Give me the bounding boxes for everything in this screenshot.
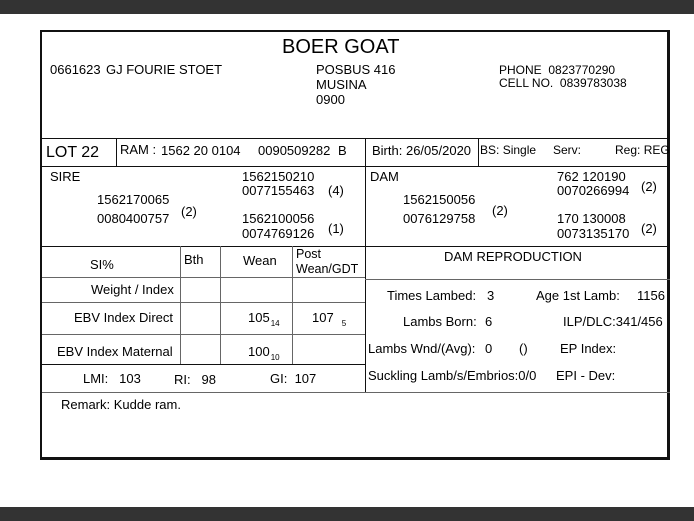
birth-status-row xyxy=(480,143,536,157)
times-lambed-label: Times Lambed: xyxy=(387,288,477,303)
suckling-row xyxy=(368,369,536,383)
si-table-row-line-2 xyxy=(42,334,365,335)
cell-number: 0839783038 xyxy=(559,76,627,90)
ebv-maternal-row-label: EBV Index Maternal xyxy=(57,344,173,359)
bottom-bar xyxy=(0,507,694,521)
age-first-lamb-value: 1156 xyxy=(637,288,665,303)
si-table-header-line xyxy=(42,277,365,278)
wean-col-header: Wean xyxy=(243,253,277,268)
ebv-direct-wean-accuracy: 14 xyxy=(270,319,280,328)
sire-dam-count: (1) xyxy=(328,221,344,236)
gi-label: GI: xyxy=(270,371,288,386)
si-col-line-1 xyxy=(180,246,181,364)
ram-label: RAM : xyxy=(120,142,157,157)
card-title: BOER GOAT xyxy=(282,36,400,58)
si-col-header: SI% xyxy=(90,257,114,272)
bs-divider xyxy=(478,138,479,166)
post-col-header-line-1: Post xyxy=(296,247,322,261)
dam-dam-registration: 0073135170 xyxy=(557,226,630,241)
dam-sire-count: (2) xyxy=(641,179,657,194)
dam-sire-id: 762 120190 xyxy=(557,169,626,184)
remark-text: Kudde ram. xyxy=(113,397,181,412)
breeder-name: GJ FOURIE STOET xyxy=(106,62,223,77)
si-table-row-line-1 xyxy=(42,302,365,303)
weight-index-row-label: Weight / Index xyxy=(91,282,174,297)
dam-label: DAM xyxy=(370,169,399,184)
lambs-weaned-average: () xyxy=(519,341,528,356)
cell-row xyxy=(499,76,627,90)
sire-sire-registration: 0077155463 xyxy=(242,183,315,198)
dam-sire-registration: 0070266994 xyxy=(557,183,630,198)
dam-reproduction-title: DAM REPRODUCTION xyxy=(444,249,582,264)
lambs-weaned-value: 0 xyxy=(485,341,493,356)
ebv-direct-post-accuracy: 5 xyxy=(341,319,347,328)
gi-value: 107 xyxy=(294,371,317,386)
epi-dev-label: EPI - Dev: xyxy=(556,368,616,383)
lambs-born-value: 6 xyxy=(485,314,493,329)
sire-progeny-count: (2) xyxy=(181,204,197,219)
post-col-header-line-2: Wean/GDT xyxy=(296,262,359,276)
ram-id: 1562 20 0104 xyxy=(161,143,241,158)
birth-date: 26/05/2020 xyxy=(405,143,472,158)
sire-id: 1562170065 xyxy=(97,192,170,207)
age-first-lamb-label: Age 1st Lamb: xyxy=(536,288,620,303)
lot-row-top-line xyxy=(42,138,670,139)
lot-row-bottom-line xyxy=(42,166,670,167)
ri-row xyxy=(174,373,216,387)
lmi-row xyxy=(83,372,141,386)
si-table-top-line xyxy=(42,246,670,247)
dam-dam-count: (2) xyxy=(641,221,657,236)
top-bar xyxy=(0,0,694,14)
ebv-direct-wean xyxy=(248,311,280,331)
si-col-line-3 xyxy=(292,246,293,364)
sire-label: SIRE xyxy=(50,169,81,184)
animal-card xyxy=(40,30,670,460)
ebv-maternal-wean-value: 100 xyxy=(248,344,270,359)
birth-status-value: Single xyxy=(502,143,537,157)
ebv-maternal-wean-accuracy: 10 xyxy=(270,353,280,362)
lot-divider xyxy=(116,138,117,166)
sire-dam-id: 1562100056 xyxy=(242,211,315,226)
si-col-line-2 xyxy=(220,246,221,364)
phone-number: 0823770290 xyxy=(548,63,616,77)
lmi-value: 103 xyxy=(119,371,141,386)
ilp-dlc-label: ILP/DLC: xyxy=(563,314,616,329)
service-label: Serv: xyxy=(553,143,582,157)
suckling-label: Suckling Lamb/s/Embrios: xyxy=(368,368,519,383)
registration-value: REG xyxy=(643,143,670,157)
times-lambed-value: 3 xyxy=(487,288,495,303)
ebv-direct-post-value: 107 xyxy=(312,310,334,325)
ebv-maternal-wean xyxy=(248,345,280,365)
remark-label: Remark: xyxy=(61,397,111,412)
birth-divider xyxy=(365,138,366,166)
address-line-2: MUSINA xyxy=(316,77,367,92)
ebv-direct-wean-value: 105 xyxy=(248,310,270,325)
si-table-bottom-line xyxy=(42,364,365,365)
breeder-id: 0661623 xyxy=(50,62,101,77)
remark-row xyxy=(61,398,181,412)
bth-col-header: Bth xyxy=(184,252,204,267)
dam-reproduction-header-line xyxy=(365,279,670,280)
dam-registration: 0076129758 xyxy=(403,211,476,226)
registration-label: Reg: xyxy=(615,143,641,157)
sire-sire-id: 1562150210 xyxy=(242,169,315,184)
lambs-born-label: Lambs Born: xyxy=(403,314,477,329)
ebv-direct-row-label: EBV Index Direct xyxy=(74,310,173,325)
sire-registration: 0080400757 xyxy=(97,211,170,226)
lmi-label: LMI: xyxy=(83,371,109,386)
ep-index-label: EP Index: xyxy=(560,341,617,356)
birth-row xyxy=(372,144,471,158)
lot-label: LOT 22 xyxy=(46,144,100,161)
birth-label: Birth: xyxy=(372,143,403,158)
address-line-1: POSBUS 416 xyxy=(316,62,396,77)
registration-row xyxy=(615,143,670,157)
address-line-3: 0900 xyxy=(316,92,345,107)
suckling-value: 0/0 xyxy=(518,368,537,383)
phone-label: PHONE xyxy=(499,63,542,77)
ram-grade: B xyxy=(338,143,347,158)
phone-row xyxy=(499,63,615,77)
ri-value: 98 xyxy=(201,372,216,387)
remark-top-line xyxy=(42,392,670,393)
dam-dam-id: 170 130008 xyxy=(557,211,626,226)
sire-dam-registration: 0074769126 xyxy=(242,226,315,241)
ilp-dlc-row xyxy=(563,315,663,329)
ilp-dlc-value: 341/456 xyxy=(615,314,663,329)
birth-status-label: BS: xyxy=(480,143,500,157)
dam-id: 1562150056 xyxy=(403,192,476,207)
gi-row xyxy=(270,372,316,386)
dam-progeny-count: (2) xyxy=(492,203,508,218)
ram-registration: 0090509282 xyxy=(258,143,331,158)
lambs-weaned-label: Lambs Wnd/(Avg): xyxy=(368,341,476,356)
cell-label: CELL NO. xyxy=(499,76,554,90)
ebv-direct-post xyxy=(312,311,346,331)
sire-sire-count: (4) xyxy=(328,183,344,198)
ri-label: RI: xyxy=(174,372,191,387)
